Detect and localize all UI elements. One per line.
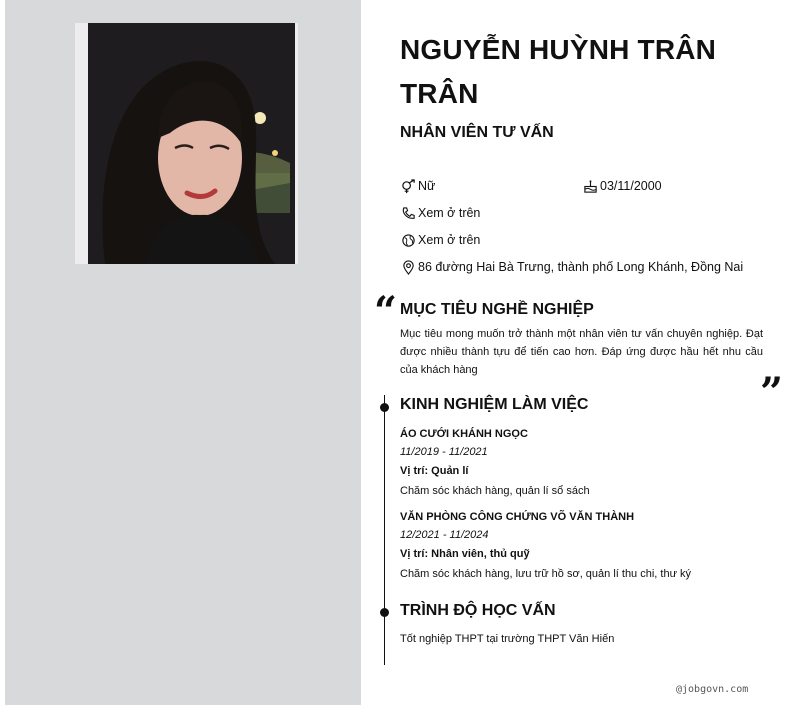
job-title: NHÂN VIÊN TƯ VẤN	[400, 124, 554, 141]
experience-heading: KINH NGHIỆM LÀM VIỆC	[400, 396, 589, 413]
timeline-dot-education	[380, 608, 389, 617]
exp-period: 12/2021 - 11/2024	[400, 529, 489, 541]
open-quote-icon: “	[374, 288, 398, 335]
exp-description: Chăm sóc khách hàng, lưu trữ hồ sơ, quản lí thu chi, thư ký	[400, 568, 692, 580]
phone-row	[400, 205, 480, 221]
address-value: 86 đường Hai Bà Trưng, thành phố Long Khánh, Đồng Nai	[418, 260, 744, 274]
exp-period: 11/2019 - 11/2021	[400, 446, 488, 458]
globe-icon	[400, 232, 416, 248]
education-heading: TRÌNH ĐỘ HỌC VẤN	[400, 602, 556, 619]
close-quote-icon: ”	[760, 369, 784, 416]
exp-company: ÁO CƯỚI KHÁNH NGỌC	[400, 428, 528, 440]
exp-role: Vị trí: Quản lí	[400, 465, 469, 477]
exp-company: VĂN PHÒNG CÔNG CHỨNG VÕ VĂN THÀNH	[400, 511, 635, 523]
objective-text: Mục tiêu mong muốn trở thành một nhân viên tư vấn chuyên nghiệp. Đạt được nhiều thành tựu để tiến cao hơn. Đáp ứng được hầu hết nhu cầu của khách hàng	[400, 328, 763, 376]
candidate-name: NGUYỄN HUỲNH TRÂN TRÂN	[400, 34, 717, 109]
gender-value: Nữ	[418, 179, 436, 193]
phone-value: Xem ở trên	[418, 206, 481, 220]
gender-row	[400, 178, 435, 194]
phone-icon	[400, 205, 416, 221]
birthday-row	[582, 178, 662, 194]
exp-description: Chăm sóc khách hàng, quản lí sổ sách	[400, 485, 590, 497]
timeline-dot-experience	[380, 403, 389, 412]
birthday-cake-icon	[582, 178, 598, 194]
gender-icon	[400, 178, 416, 194]
education-text: Tốt nghiệp THPT tại trường THPT Văn Hiến	[400, 633, 615, 645]
address-row	[400, 259, 743, 275]
objective-heading: MỤC TIÊU NGHỀ NGHIỆP	[400, 301, 594, 318]
location-pin-icon	[400, 259, 416, 275]
email-value: Xem ở trên	[418, 233, 481, 247]
watermark-text: @jobgovn.com	[676, 684, 749, 695]
email-row	[400, 232, 480, 248]
profile-photo	[75, 23, 298, 264]
exp-role: Vị trí: Nhân viên, thủ quỹ	[400, 548, 530, 560]
timeline-line	[384, 395, 385, 665]
birthday-value: 03/11/2000	[600, 179, 662, 193]
